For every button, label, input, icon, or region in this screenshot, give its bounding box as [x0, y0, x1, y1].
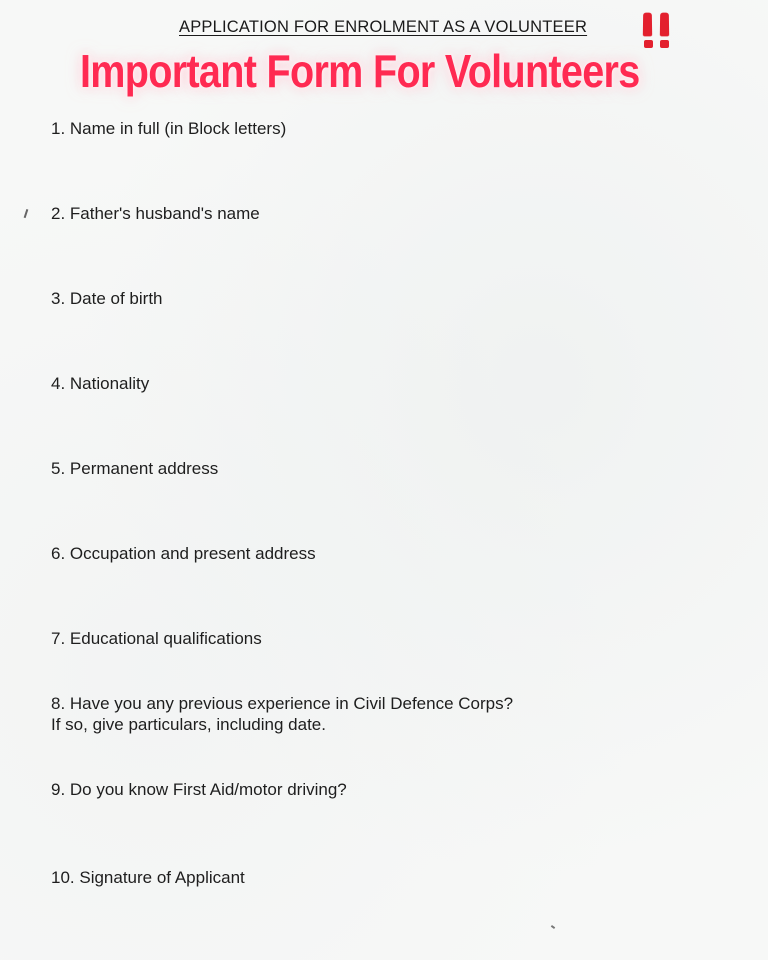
field-civil-defence-question: 8. Have you any previous experience in Civil Defence Corps?: [51, 694, 514, 713]
field-date-of-birth: 3. Date of birth: [51, 289, 163, 308]
pen-mark: [24, 209, 28, 218]
field-educational-qualifications: 7. Educational qualifications: [51, 629, 262, 648]
field-civil-defence-experience: [51, 693, 513, 735]
field-father-husband-name: 2. Father's husband's name: [51, 204, 260, 223]
field-civil-defence-instructions: If so, give particulars, including date.: [51, 715, 326, 734]
field-nationality: 4. Nationality: [51, 374, 150, 393]
field-first-aid-driving: 9. Do you know First Aid/motor driving?: [51, 780, 347, 799]
field-name-in-full: 1. Name in full (in Block letters): [51, 119, 287, 138]
headline-banner: Important Form For Volunteers: [80, 45, 640, 97]
double-exclamation-icon: [643, 12, 677, 48]
field-permanent-address: 5. Permanent address: [51, 459, 219, 478]
field-signature: 10. Signature of Applicant: [51, 868, 245, 887]
paper-speck: [551, 925, 555, 929]
form-title: APPLICATION FOR ENROLMENT AS A VOLUNTEER: [179, 18, 588, 36]
field-occupation-address: 6. Occupation and present address: [51, 544, 316, 563]
